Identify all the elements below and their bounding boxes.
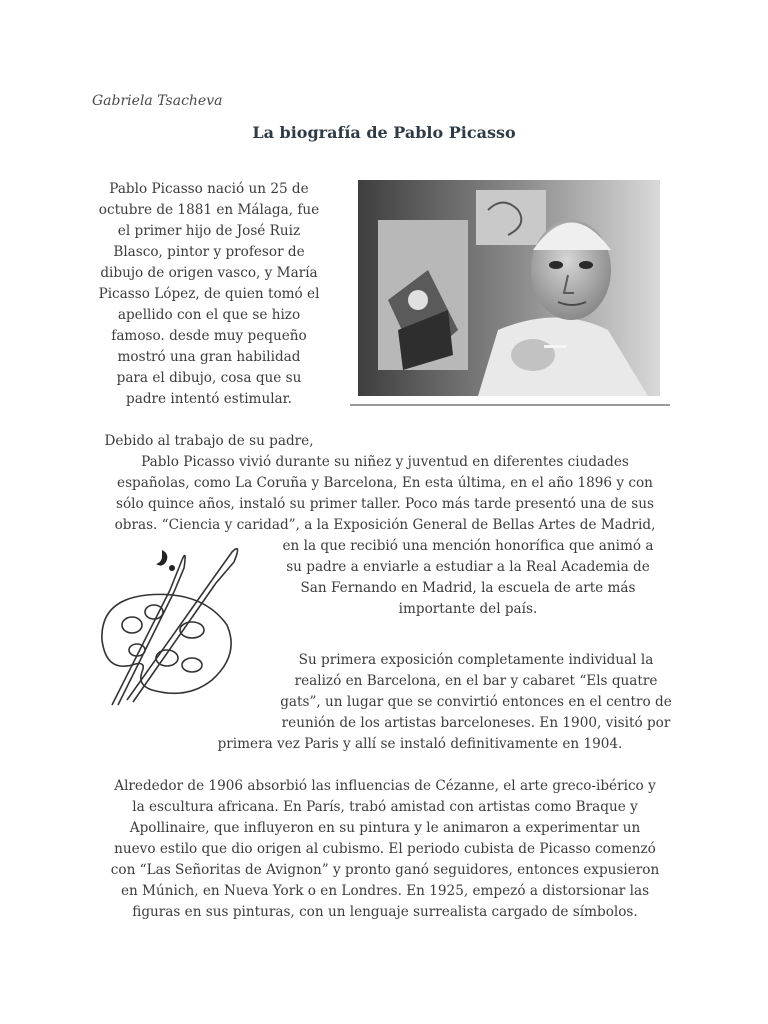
portrait-illustration	[358, 180, 660, 396]
text-line: para el dibujo, cosa que su	[116, 370, 302, 386]
text-line: importante del país.	[398, 601, 538, 617]
text-line: nuevo estilo que dio origen al cubismo. El periodo cubista de Picasso comenzó	[114, 841, 656, 857]
text-line: primera vez Paris y allí se instaló definitivamente en 1904.	[217, 736, 623, 752]
page-title: La biografía de Pablo Picasso	[252, 123, 516, 142]
author-name: Gabriela Tsacheva	[92, 93, 223, 109]
paragraph-1	[84, 179, 334, 410]
text-line: en Múnich, en Nueva York o en Londres. En 1925, empezó a distorsionar las	[120, 883, 650, 899]
paragraph-2-continued	[258, 536, 678, 620]
text-line: famoso. desde muy pequeño	[111, 328, 307, 344]
photo-underline	[350, 404, 670, 406]
text-line: dibujo de origen vasco, y María	[100, 265, 318, 281]
text-line: Blasco, pintor y profesor de	[113, 244, 305, 260]
paragraph-4	[80, 776, 690, 923]
text-line: padre intentó estimular.	[126, 391, 292, 407]
text-line: la escultura africana. En París, trabó amistad con artistas como Braque y	[132, 799, 638, 815]
text-line: San Fernando en Madrid, la escuela de arte más	[300, 580, 636, 596]
text-line: Pablo Picasso vivió durante su niñez y juventud en diferentes ciudades	[141, 454, 629, 470]
text-line: Alrededor de 1906 absorbió las influencias de Cézanne, el arte greco-ibérico y	[114, 778, 656, 794]
text-line: españolas, como La Coruña y Barcelona, En esta última, en el año 1896 y con	[117, 475, 653, 491]
text-line: Debido al trabajo de su padre,	[104, 433, 314, 449]
text-line: su padre a enviarle a estudiar a la Real Academia de	[286, 559, 650, 575]
text-line: en la que recibió una mención honorífica que animó a	[282, 538, 654, 554]
text-line: Pablo Picasso nació un 25 de	[109, 181, 309, 197]
text-line: Apollinaire, que influyeron en su pintura y le animaron a experimentar un	[129, 820, 641, 836]
text-line: figuras en sus pinturas, con un lenguaje surrealista cargado de símbolos.	[132, 904, 638, 920]
photo-frame	[358, 180, 660, 396]
text-line: reunión de los artistas barceloneses. En 1900, visitó por	[281, 715, 671, 731]
paragraph-3-end	[140, 734, 700, 755]
text-line: mostró una gran habilidad	[117, 349, 301, 365]
text-line: Picasso López, de quien tomó el	[98, 286, 320, 302]
text-line: con “Las Señoritas de Avignon” y pronto ganó seguidores, entonces expusieron	[110, 862, 660, 878]
paragraph-2	[80, 452, 690, 536]
text-line: Su primera exposición completamente individual la	[298, 652, 654, 668]
text-line: gats”, un lugar que se convirtió entonces en el centro de	[280, 694, 672, 710]
palette-brushes-icon	[92, 540, 242, 710]
text-line: sólo quince años, instaló su primer taller. Poco más tarde presentó una de sus	[115, 496, 655, 512]
paragraph-3	[256, 650, 696, 734]
paint-palette-illustration	[92, 540, 242, 710]
text-line: apellido con el que se hizo	[117, 307, 301, 323]
picasso-photo	[350, 178, 670, 408]
text-line: obras. “Ciencia y caridad”, a la Exposición General de Bellas Artes de Madrid,	[114, 517, 656, 533]
paragraph-2-intro	[94, 431, 324, 452]
text-line: octubre de 1881 en Málaga, fue	[98, 202, 320, 218]
text-line: el primer hijo de José Ruiz	[117, 223, 301, 239]
text-line: realizó en Barcelona, en el bar y cabaret “Els quatre	[294, 673, 658, 689]
